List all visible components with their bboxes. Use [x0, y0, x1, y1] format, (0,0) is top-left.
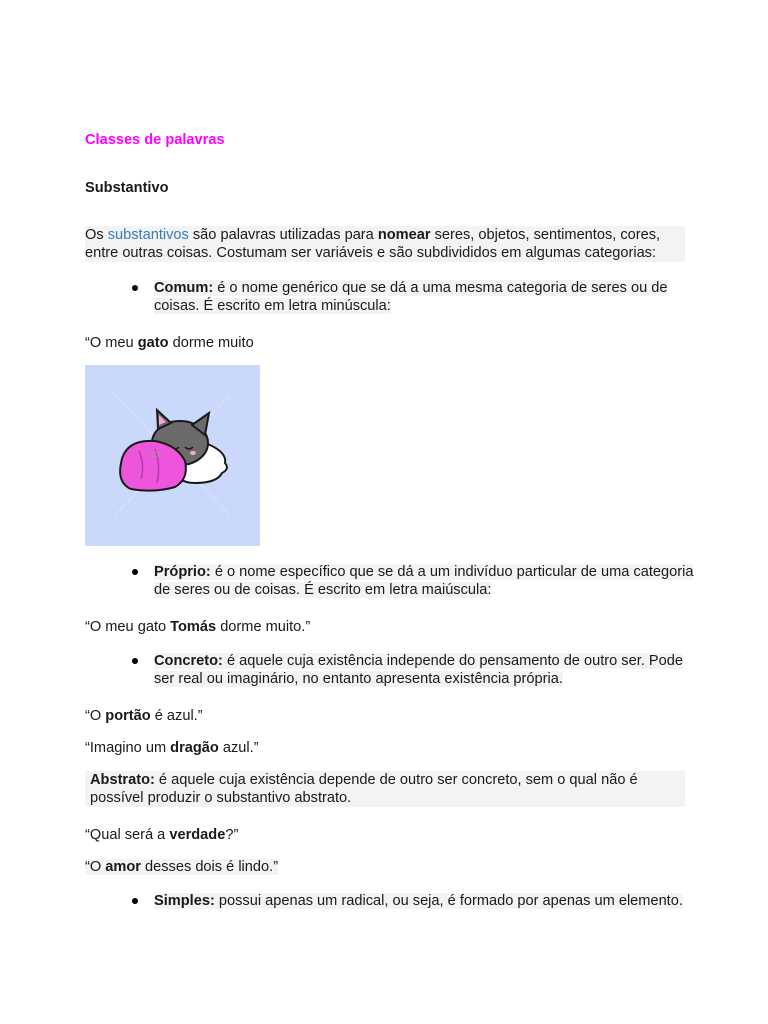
- text-comum: é o nome genérico que se dá a uma mesma categoria de seres ou de coisas. É escrito em letra minúscula:: [154, 280, 668, 314]
- term-proprio: Próprio:: [154, 564, 211, 580]
- quote-post: é azul.”: [150, 708, 203, 724]
- quote-bold: portão: [105, 708, 151, 724]
- quote-gato: [85, 334, 254, 352]
- quote-pre: “O meu: [85, 335, 138, 351]
- intro-post: seres, objetos, sentimentos, cores, entre outras coisas. Costumam ser variáveis e são subdivididos em algumas categorias:: [85, 227, 661, 261]
- image-watermark: Lo: [148, 449, 160, 460]
- bullet-proprio: [132, 563, 694, 599]
- term-simples: Simples:: [154, 893, 215, 909]
- quote-verdade: [85, 826, 238, 844]
- intro-bold: nomear: [377, 227, 431, 243]
- quote-bold: verdade: [169, 827, 226, 843]
- term-comum: Comum:: [154, 280, 214, 296]
- quote-amor: [85, 858, 278, 876]
- quote-post: azul.”: [218, 740, 259, 756]
- term-concreto: Concreto:: [154, 653, 223, 669]
- quote-post: ?”: [225, 827, 239, 843]
- intro-pre: Os: [85, 227, 108, 243]
- text-simples: possui apenas um radical, ou seja, é formado por apenas um elemento.: [214, 893, 683, 909]
- quote-pre: “Imagino um: [85, 740, 171, 756]
- quote-post: dorme muito: [168, 335, 254, 351]
- quote-dragao: [85, 739, 259, 757]
- bullet-dot: [132, 285, 138, 291]
- text-concreto: é aquele cuja existência independe do pensamento de outro ser. Pode ser real ou imaginário, no entanto apresenta existência própria.: [154, 653, 683, 687]
- quote-pre: “O: [85, 708, 106, 724]
- quote-pre: “O: [85, 859, 106, 875]
- bullet-comum: [132, 279, 694, 315]
- bullet-simples: [132, 892, 694, 910]
- quote-pre: “Qual será a: [85, 827, 170, 843]
- quote-post: desses dois é lindo.”: [140, 859, 279, 875]
- quote-bold: Tomás: [170, 619, 217, 635]
- bullet-dot: [132, 658, 138, 664]
- quote-portao: [85, 707, 203, 725]
- term-abstrato: Abstrato:: [90, 772, 155, 788]
- quote-bold: gato: [137, 335, 169, 351]
- bullet-dot: [132, 898, 138, 904]
- text-proprio: é o nome específico que se dá a um indivíduo particular de uma categoria de seres ou de coisas. É escrito em letra maiúscula:: [154, 564, 694, 598]
- quote-bold: amor: [105, 859, 141, 875]
- sleeping-cat-icon: [85, 365, 260, 546]
- quote-pre: “O meu gato: [85, 619, 171, 635]
- quote-bold: dragão: [170, 740, 219, 756]
- substantivos-link[interactable]: substantivos: [107, 227, 189, 243]
- intro-paragraph: [85, 226, 685, 262]
- bullet-concreto: [132, 652, 694, 688]
- text-abstrato: é aquele cuja existência depende de outro ser concreto, sem o qual não é possível produzir o substantivo abstrato.: [90, 772, 638, 806]
- quote-post: dorme muito.”: [216, 619, 311, 635]
- abstrato-paragraph: [85, 771, 685, 807]
- sleeping-cat-image: [85, 365, 260, 546]
- section-heading: Substantivo: [85, 180, 169, 196]
- document-title: Classes de palavras: [85, 132, 225, 148]
- intro-mid: são palavras utilizadas para: [188, 227, 378, 243]
- quote-tomas: [85, 618, 310, 636]
- bullet-dot: [132, 569, 138, 575]
